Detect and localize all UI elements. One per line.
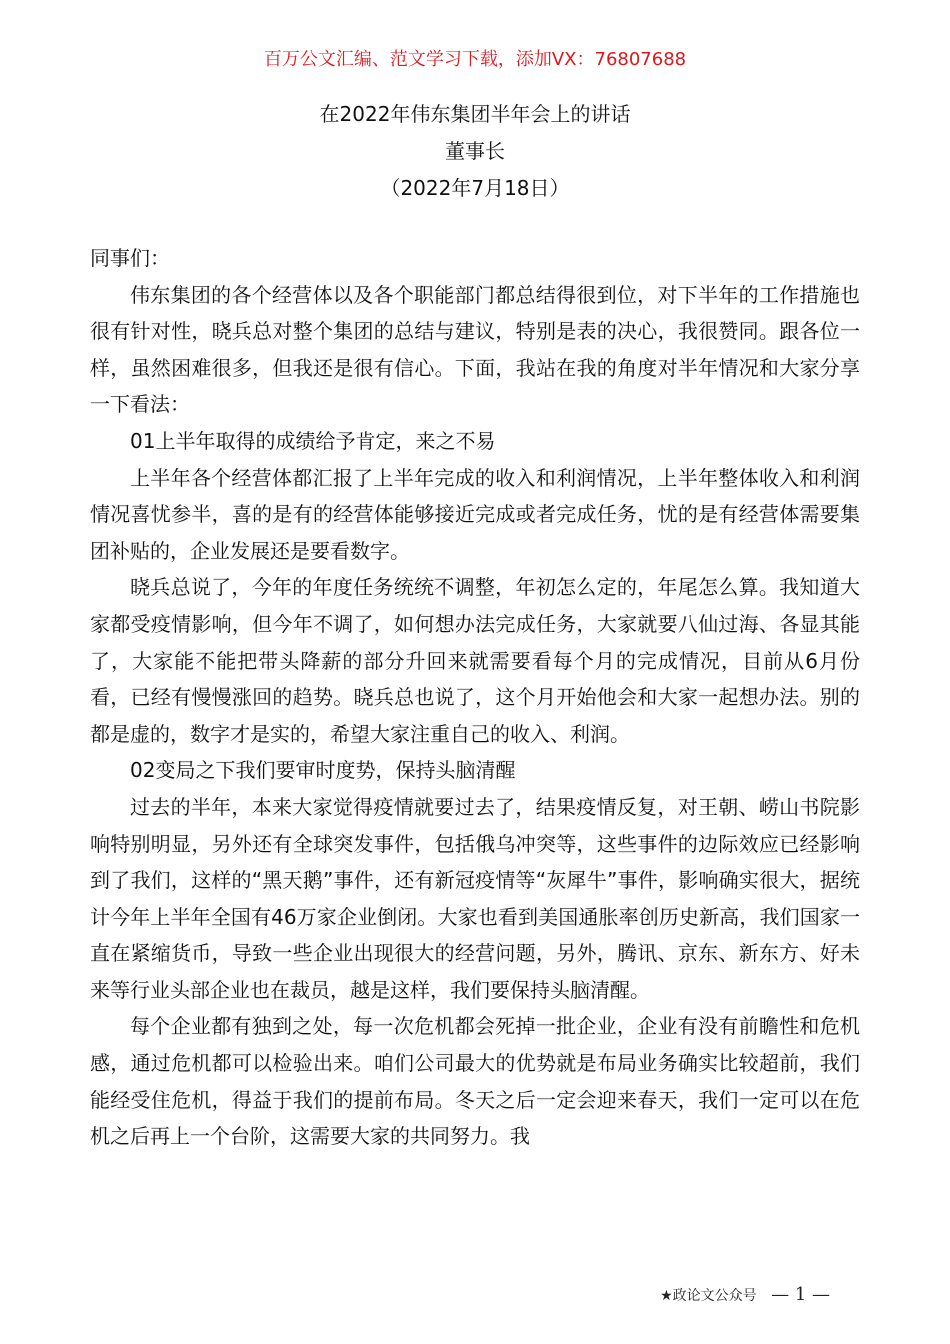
speech-date: （2022年7月18日） <box>380 176 570 200</box>
download-banner: 百万公文汇编、范文学习下载，添加VX：76807688 <box>263 49 687 70</box>
title-block <box>0 96 950 207</box>
footer-source: ★政论文公众号 <box>660 1288 757 1304</box>
section-heading: 01上半年取得的成绩给予肯定，来之不易 <box>130 428 496 453</box>
document-body <box>90 240 860 1155</box>
paragraph: 晓兵总说了，今年的年度任务统统不调整，年初怎么定的，年尾怎么算。我知道大家都受疫情影响，但今年不调了，如何想办法完成任务，大家就要八仙过海、各显其能了，大家能不能把带头降薪的部分升回来就需要看每个月的完成情况，目前从6月份看，已经有慢慢涨回的趋势。晓兵总也说了，这个月开始他会和大家一起想办法。别的都是虚的，数字才是实的，希望大家注重自己的收入、利润。 <box>90 575 860 746</box>
paragraph: 上半年各个经营体都汇报了上半年完成的收入和利润情况，上半年整体收入和利润情况喜忧参半，喜的是有的经营体能够接近完成或者完成任务，忧的是有经营体需要集团补贴的，企业发展还是要看数字。 <box>90 465 860 563</box>
paragraph: 伟东集团的各个经营体以及各个职能部门都总结得很到位，对下半年的工作措施也很有针对性，晓兵总对整个集团的总结与建议，特别是表的决心，我很赞同。跟各位一样，虽然困难很多，但我还是很有信心。下面，我站在我的角度对半年情况和大家分享一下看法： <box>90 282 860 417</box>
section-heading: 02变局之下我们要审时度势，保持头脑清醒 <box>130 758 516 783</box>
paragraph: 每个企业都有独到之处，每一次危机都会死掉一批企业，企业有没有前瞻性和危机感，通过危机都可以检验出来。咱们公司最大的优势就是布局业务确实比较超前，我们能经受住危机，得益于我们的提前布局。冬天之后一定会迎来春天，我们一定可以在危机之后再上一个台阶，这需要大家的共同努力。我 <box>90 1014 860 1149</box>
salutation: 同事们： <box>90 246 170 270</box>
page-number: — 1 — <box>771 1284 830 1305</box>
document-title: 在2022年伟东集团半年会上的讲话 <box>319 102 631 126</box>
page-footer <box>660 1282 830 1309</box>
paragraph: 过去的半年，本来大家觉得疫情就要过去了，结果疫情反复，对王朝、崂山书院影响特别明显，另外还有全球突发事件，包括俄乌冲突等，这些事件的边际效应已经影响到了我们，这样的“黑天鹅”事件，还有新冠疫情等“灰犀牛”事件，影响确实很大，据统计今年上半年全国有46万家企业倒闭。大家也看到美国通胀率创历史新高，我们国家一直在紧缩货币，导致一些企业出现很大的经营问题，另外，腾讯、京东、新东方、好未来等行业头部企业也在裁员，越是这样，我们要保持头脑清醒。 <box>90 794 860 1002</box>
speaker: 董事长 <box>445 139 505 163</box>
